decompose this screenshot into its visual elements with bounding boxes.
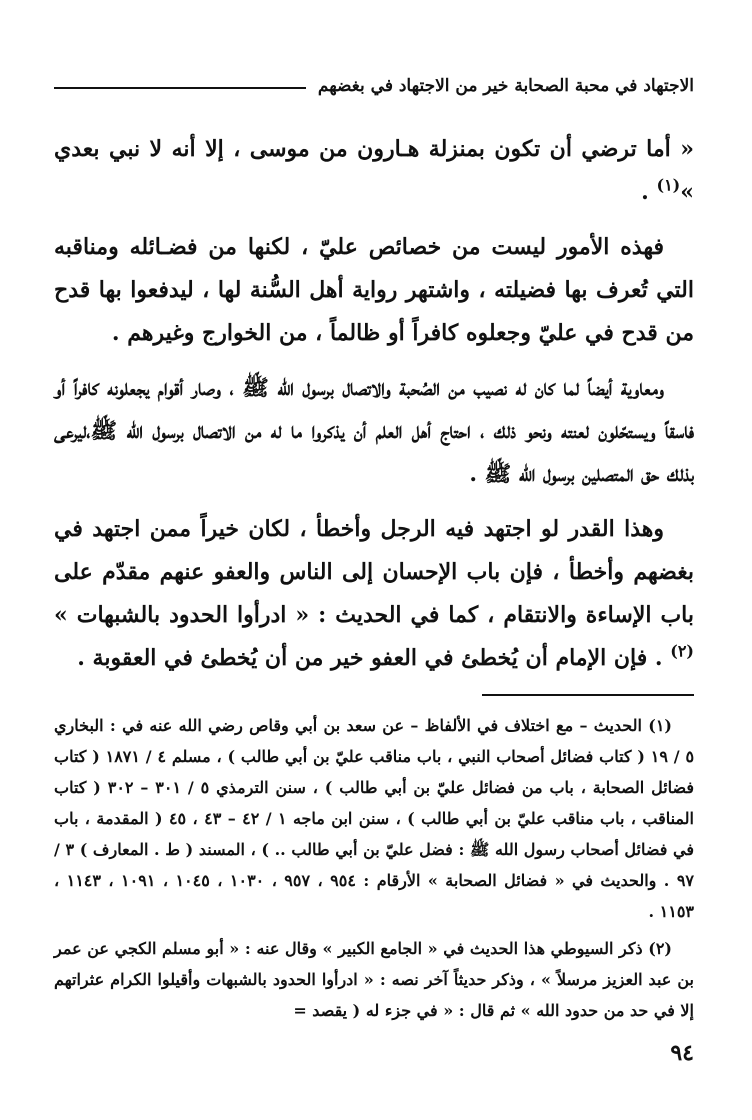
running-title: الاجتهاد في محبة الصحابة خير من الاجتهاد في بغضهم (317, 76, 694, 96)
footnote-2: (٢) ذكر السيوطي هذا الحديث في « الجامع الكبير » وقال عنه : « أبو مسلم الكجي عن عمر بن عبد العزيز مرسلاً » ، وذكر حديثاً آخر نصه : « ادرأوا الحدود بالشبهات وأقيلوا الكرام عثراتهم إلا في حد من حدود الله » ثم قال : « في جزء له ( يقصد = (54, 939, 694, 1020)
footnote-separator (482, 694, 694, 696)
paragraph-1-end: . (641, 179, 657, 205)
page-number: ٩٤ (670, 1040, 694, 1066)
footnote-marker-2: (٢) (670, 641, 694, 661)
paragraph-4-end: . فإن الإمام أن يُخطئ في العفو خير من أن يُخطئ في العقوبة . (77, 645, 671, 671)
paragraph-3: ومعاوية أيضاً لما كان له نصيب من الصُحبة والاتصال برسول الله ﷺ ، وصار أقوام يجعلونه كافراً أو فاسقاً ويستحّلون لعنته ونحو ذلك ، احتاج أهل العلم أن يذكروا ما له من الاتصال برسول الله ﷺ،ليرعى بذلك حق المتصلين برسول الله ﷺ . (54, 375, 694, 487)
paragraph-4-text: وهذا القدر لو اجتهد فيه الرجل وأخطأ ، لكان خيراً ممن اجتهد في بغضهم وأخطأ ، فإن باب الإحسان إلى الناس والعفو عنهم مقدّم على باب الإساءة والانتقام ، كما في الحديث : « ادرأوا الحدود بالشبهات » (54, 516, 694, 628)
running-header (54, 70, 694, 102)
header-rule (54, 87, 306, 89)
paragraph-2: فهذه الأمور ليست من خصائص عليّ ، لكنها من فضـائله ومناقبه التي تُعرف بها فضيلته ، واشتهر رواية أهل السُّنة لها ، ليدفعوا بها قدح من قدح في عليّ وجعلوه كافراً أو ظالماً ، من الخوارج وغيرهم . (54, 234, 694, 346)
footnote-1: (١) الحديث – مع اختلاف في الألفاظ – عن سعد بن أبي وقاص رضي الله عنه في : البخاري ٥ / ١٩ ( كتاب فضائل أصحاب النبي ، باب مناقب عليّ بن أبي طالب ) ، مسلم ٤ / ١٨٧١ ( كتاب فضائل الصحابة ، باب من فضائل عليّ بن أبي طالب ) ، سنن الترمذي ٥ / ٣٠١ – ٣٠٢ ( كتاب المناقب ، باب مناقب عليّ بن أبي طالب ) ، سنن ابن ماجه ١ / ٤٢ – ٤٣ ، ٤٥ ( المقدمة ، باب في فضائل أصحاب رسول الله ﷺ : فضل عليّ بن أبي طالب .. ) ، المسند ( ط . المعارف ) ٣ / ٩٧ . والحديث في « فضائل الصحابة » الأرقام : ٩٥٤ ، ٩٥٧ ، ١٠٣٠ ، ١٠٤٥ ، ١٠٩١ ، ١١٤٣ ، ١١٥٣ . (54, 716, 695, 921)
footnote-marker-1: (١) (656, 175, 681, 195)
paragraph-1-text: « أما ترضي أن تكون بمنزلة هـارون من موسى ، إلا أنه لا نبي بعدي » (54, 136, 694, 205)
paragraph-4 (54, 508, 694, 680)
paragraph-1 (54, 128, 694, 214)
main-text (54, 128, 694, 692)
footnotes (54, 710, 694, 1032)
